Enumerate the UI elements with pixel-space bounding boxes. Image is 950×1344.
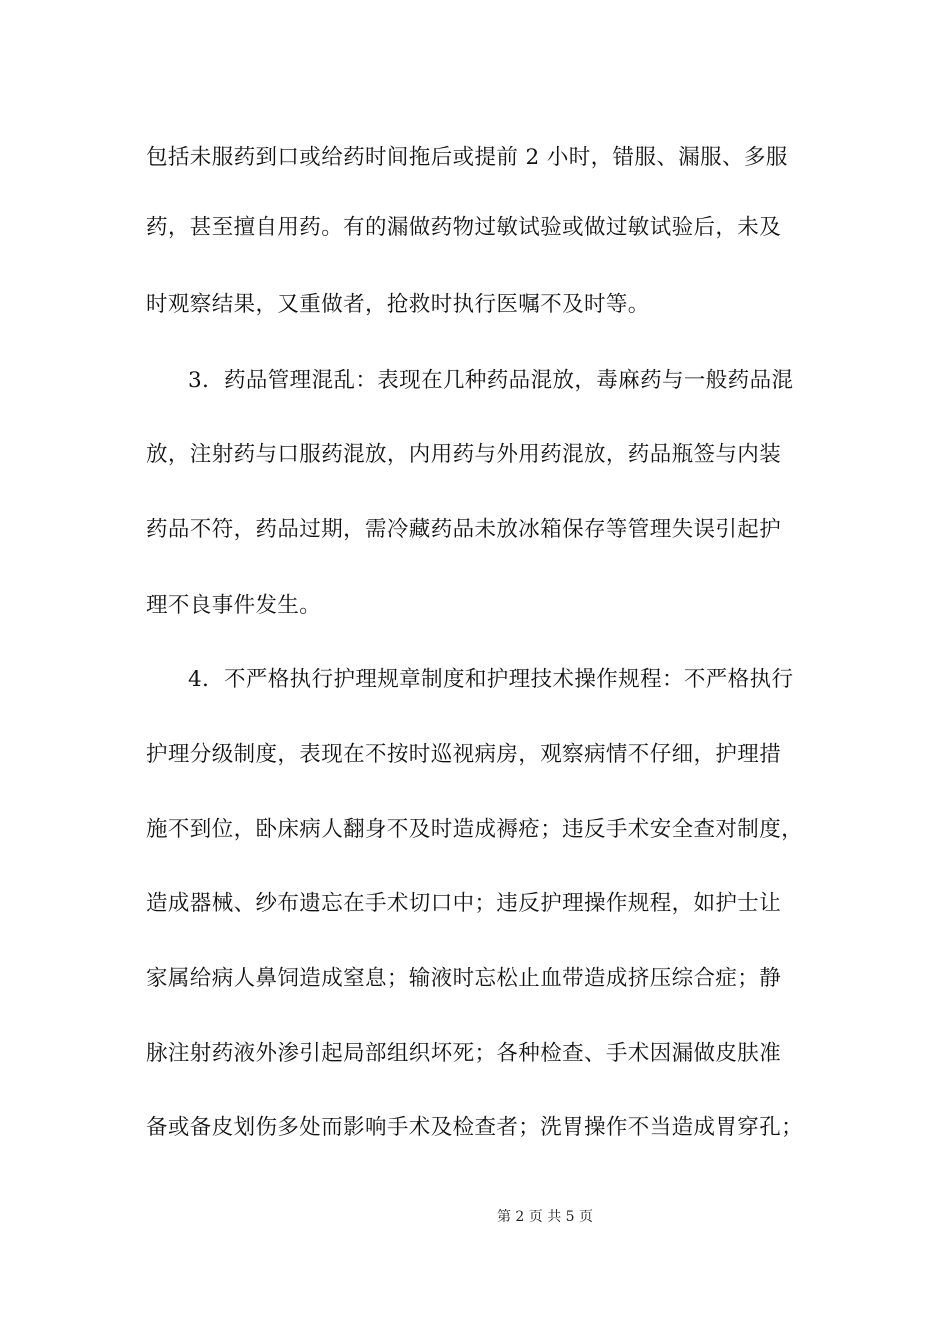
text-line: 家属给病人鼻饲造成窒息；输液时忘松止血带造成挤压综合症；静: [146, 966, 782, 991]
text-line: 脉注射药液外渗引起局部组织坏死；各种检查、手术因漏做皮肤准: [146, 1041, 782, 1066]
text-line: 放，注射药与口服药混放，内用药与外用药混放，药品瓶签与内装: [146, 442, 782, 467]
text-line: 造成器械、纱布遗忘在手术切口中；违反护理操作规程，如护士让: [146, 891, 782, 916]
text-line: 施不到位，卧床病人翻身不及时造成褥疮；违反手术安全查对制度，: [146, 817, 804, 842]
text-line: 药，甚至擅自用药。有的漏做药物过敏试验或做过敏试验后，未及: [146, 215, 782, 240]
text-line: 3．药品管理混乱：表现在几种药品混放，毒麻药与一般药品混: [188, 368, 794, 393]
text-line: 药品不符，药品过期，需冷藏药品未放冰箱保存等管理失误引起护: [146, 517, 782, 542]
text-line: 护理分级制度，表现在不按时巡视病房，观察病情不仔细，护理措: [146, 742, 782, 767]
text-line: 理不良事件发生。: [146, 593, 322, 618]
text-line: 4．不严格执行护理规章制度和护理技术操作规程：不严格执行: [188, 667, 794, 692]
page-number-footer: 第 2 页 共 5 页: [496, 1209, 594, 1225]
text-line: 时观察结果，又重做者，抢救时执行医嘱不及时等。: [146, 292, 650, 317]
text-line: 备或备皮划伤多处而影响手术及检查者；洗胃操作不当造成胃穿孔；: [146, 1115, 804, 1140]
text-line: 包括未服药到口或给药时间拖后或提前 2 小时，错服、漏服、多服: [146, 145, 788, 170]
